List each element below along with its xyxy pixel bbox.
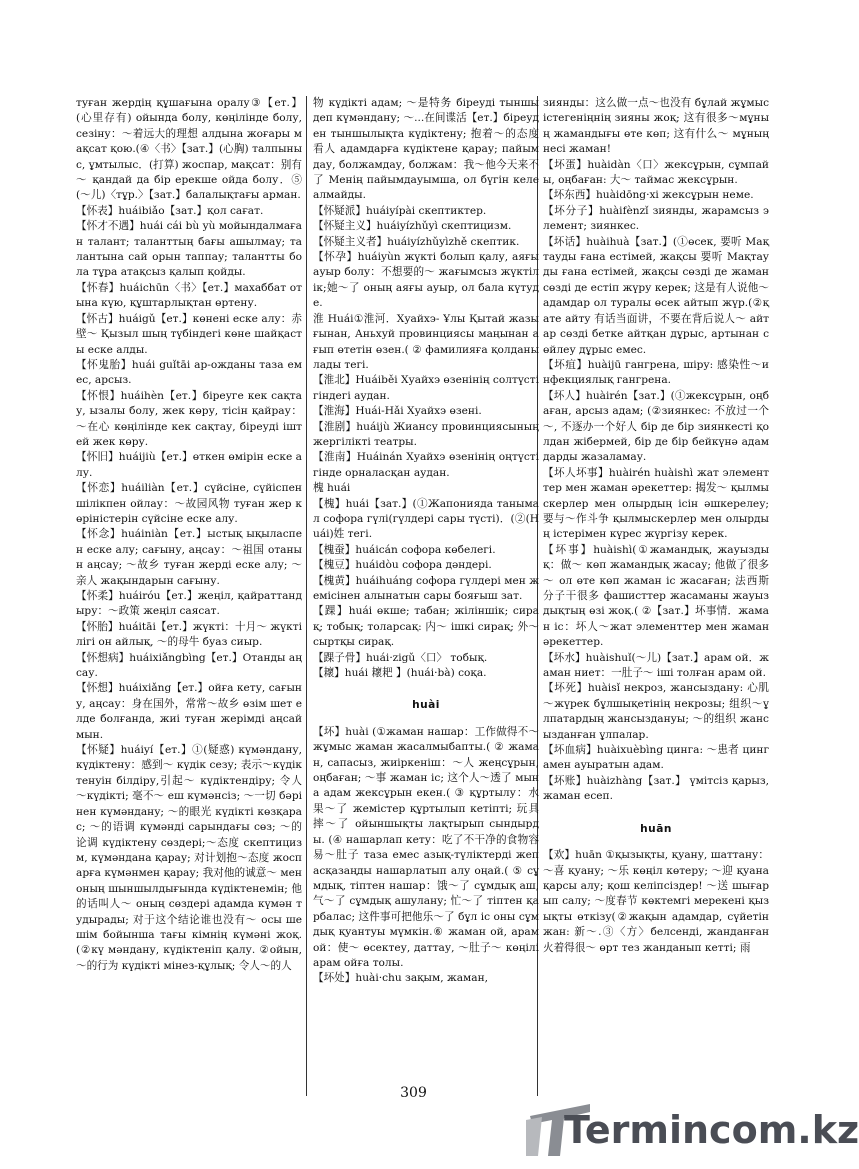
dictionary-entry: 【踝】huái өкше; табан; жіліншік; сирақ; тобық; толарсақ: 内～ ішкі сирақ; 外～ сыртқы сирақ. [313, 605, 539, 649]
dictionary-entry: 【怀表】huáibiǎo【зат.】қол сағат. [76, 204, 264, 217]
dictionary-entry: 【坏账】huàizhàng【зат.】 үмітсіз қарыз, жаман есеп. [543, 774, 769, 803]
dictionary-entry: 物 күдікті адам; ～是特务 біреуді тыншы деп күмәндану; ～...在间谍活【ет.】біреуден тыншылықта күдіктену; 抱着～的态度看人 адамдарға күдіктене қарау; пайымдау, болжамдау, болжам：我～他今天来不了 Менің пайымдауымша, ол бүгін келе алмайды. [313, 97, 539, 202]
dictionary-column-1 [76, 96, 302, 974]
dictionary-entry: 【坏蛋】huàidàn〈口〉жексұрын, сұмпайы, оңбаған: 大～ таймас жексұрын. [543, 158, 769, 187]
dictionary-entry: 【坏事】huàishì(①жамандық, жауыздық：做～ көп жамандық жасау; 他做了很多～ ол өте көп жаман іс жасаған; 法西斯分子干很多 фашисттер жасаманы жауыздықтың өзі жоқ.( ②【зат.】坏事情．жаман іс：坏人～жат элементтер мен жаман әрекеттер. [543, 543, 769, 649]
dictionary-entry: 【怀疑主义者】huáiyízhǔyìzhě скептик. [313, 235, 520, 248]
dictionary-entry: 【坏话】huàihuà【зат.】(①өсек, 要听 Мақтауды ғана естімей, жақсы 要听 Мақтауды ғана естімей, жақсы сөзді де жаман сөзді де естіп жүру керек; 这是有人说他～ адамдар ол туралы өсек айтып жүр.(②қате айту 有话当面讲，不要在背后说人～ айтар сөзді бетке айтқан дұрыс, артынан сөйлеу дұрыс емес. [543, 235, 769, 356]
dictionary-entry: туған жердің құшағына оралу③【ет.】(心里存有) ойында болу, көңілінде болу, сезіну：～着远大的理想 алдына жоғары мақсат қою.(④〈书〉【зат.】(心胸) талпыныс, ұмтылыс．(打算) жоспар, мақсат：别有～ қандай да бір ерекше ойда болу．⑤(～儿)〈тұр.〉【зат.】балалықтағы арман. [76, 97, 302, 202]
dictionary-entry: 【怀想】huáixiǎng【ет.】ойға кету, сағыну, аңсау：身在国外，常常～故乡 өзім шет елде болғанда, жиі туған жерімді аңсаймын. [76, 682, 302, 741]
dictionary-entry: 【怀古】huáigǔ【ет.】көнені еске алу：赤壁～ Қызыл шың түбіндегі көне шайқасты еске алды. [76, 312, 302, 356]
dictionary-entry: 【怀旧】huáijiù【ет.】өткен өмірін еске алу. [76, 451, 302, 479]
dictionary-entry: 【坏东西】huàidōng·xi жексұрын неме. [543, 189, 754, 202]
dictionary-entry: 【怀孕】huáiyùn жүкті болып қалу, аяғы ауыр болу：不想要的～ жағымсыз жүктілік;她～了 оның аяғы ауыр, ол бала күтуде. [313, 251, 539, 310]
dictionary-entry: 【坏水】huàishuǐ(～儿)【зат.】арам ой．жаман ниет：一肚子～ іші толған арам ой. [543, 651, 769, 680]
section-heading: huān [640, 822, 672, 835]
dictionary-entry: 【欢】huān ①қызықты, қуану, шаттану：～喜 қуану; ～乐 көңіл көтеру; ～迎 қуана қарсы алу; қош келіпсіздер! ～送 шығарып салу; ～度春节 көктемгі мерекені қызықты өткізу(②жақын адамдар, сүйетін жан: 新～.③〈方〉белсенді, жанданған 火着得很～ өрт тез жанданып кетті; 雨 [543, 849, 769, 954]
dictionary-entry: 【怀才不遇】huái cái bù yù мойындалмаған талант; таланттың бағы ашылмау; талантына сай орын таппау; талантты бола тұра атақсыз қалып қойды. [76, 220, 302, 279]
dictionary-entry: 【怀疑派】huáiyípài скептиктер. [313, 204, 487, 217]
dictionary-entry: 【淮剧】huáijù Жиансу провинциясының жергілікті театры. [313, 420, 539, 448]
termincom-logo-text: Termincom.kz [564, 1108, 859, 1152]
dictionary-entry: 【怀胎】huáitāi【ет.】жүкті：十月～ жүктілігі он айлық, ～的母牛 буаз сиыр. [76, 620, 302, 649]
dictionary-entry: зиянды：这么做一点～也没有 бұлай жұмыс істегеніңнің зияны жоқ; 这有很多～мұның жамандығы өте көп; 这有什么～ мұның несі жаман! [543, 97, 769, 156]
dictionary-entry: 【坏疽】huàijū гангрена, шіру: 感染性～инфекциялық гангрена. [543, 358, 769, 387]
dictionary-entry: 【淮北】Huáiběi Хуайхэ өзенінің солтүстігіндегі аудан. [313, 374, 539, 402]
page-number: 309 [400, 1085, 427, 1101]
dictionary-entry: 【怀疑主义】huáiyízhǔyì скептицизм. [313, 220, 512, 233]
dictionary-entry: 【怀恋】huáiliàn【ет.】сүйсіне, сүйіспеншілікпен ойлау：～故园风物 туған жер көріністерін сүйсіне еске алу. [76, 482, 302, 525]
dictionary-entry: 【淮海】Huái-Hǎi Хуайхэ өзені. [313, 405, 482, 418]
dictionary-entry: 【淮南】Huáinán Хуайхэ өзенінің оңтүстігінде орналасқан аудан. [313, 451, 539, 479]
dictionary-entry: 【坏人】huàirén【зат.】(①жексұрын, оңбаған, арсыз адам; (②зиянкес: 不放过一个～, 不逐办一个好人 бір де бір зиянкесті қолдан жібермей, бір де бір бейкүнә адамдарды жазаламау. [543, 389, 769, 464]
dictionary-entry: 【槐黄】huáihuáng софора гүлдері мен жемісінен алынатын сары бояғыш зат. [313, 574, 539, 602]
dictionary-column-3 [543, 96, 769, 956]
dictionary-entry: 【坏人坏事】huàirén huàishì жат элементтер мен жаман әрекеттер: 揭发～ қылмыскерлер мен олырдың ісін әшкерелеу; 要与～作斗争 қылмыскерлер мен олырдың істерімен күрес жүргізу керек. [543, 466, 769, 541]
dictionary-entry: 【坏血病】huàixuèbìng цинга: ～患者 цингамен ауыратын адам. [543, 744, 769, 772]
dictionary-entry: 【怀春】huáichūn〈书〉【ет.】махаббат отына күю, құштарлықтан өртену. [76, 281, 302, 310]
dictionary-entry: 【怀柔】huáiróu【ет.】жеңіл, қайраттандыру：～政策 жеңіл саясат. [76, 590, 302, 618]
dictionary-entry: 【坏死】huàisǐ некроз, жансыздану: 心肌～жүрек бұлшықетінің некрозы; 组织～ұлпатардың жансыздануы; ～的组织 жансызданған ұлпалар. [543, 682, 769, 741]
section-heading: huài [412, 699, 440, 712]
dictionary-entry: 【怀想病】huáixiǎngbìng【ет.】Отанды аңсау. [76, 651, 302, 680]
dictionary-entry: 淮 Huái①淮河．Хуайхэ- Ұлы Қытай жазығынан, Аньхуй провинциясы маңынан ағып өтетін өзен.( ② фамилияға қолданылады тегі. [313, 312, 539, 371]
dictionary-entry: 【坏】huài (①жаман нашар：工作做得不～ жұмыс жаман жасалмыбапты.( ② жаман, сапасыз, жиіркеніш：～人 жеңсұрын, оңбаған; ～事 жаман іс; 这个人～透了 мына адам жексұрын екен.( ③ құртылу：水果～了 жемістер құртылып кетіпті; 玩具摔～了 ойыншықты лақтырып сындырды. (④ нашарлап кету：吃了不干净的食物容易～肚子 таза емес азық-түліктерді жеп асқазаңды нашарлатып алу оңай.( ⑤ сұмдық, тіптен нашар：饿～了 сұмдық аш, 气～了 сұмдық ашулану; 忙～了 тіптен қарбалас; 这件事可把他乐～了 бұл іс оны сұмдық қуантуы мүмкін.⑥ жаман ой, арам ой：使～ өсектеу, даттау, ～肚子～ көңілі арам ойға толы. [313, 725, 539, 969]
dictionary-entry: 【坏分子】huàifènzǐ зиянды, жарамсыз элемент; зиянкес. [543, 204, 769, 233]
dictionary-entry: 槐 huái [313, 482, 351, 495]
dictionary-entry: 【怀鬼胎】huái guǐtāi ар-ожданы таза емес, арсыз. [76, 358, 302, 387]
dictionary-entry: 【怀恨】huáihèn【ет.】біреуге кек сақтау, ызалы болу, жек көру, тісін қайрау：～在心 көңілінде кек сақтау, біреуді іштей жек көру. [76, 389, 302, 448]
dictionary-entry: 【耲】huái 耲耙 】(huái·bà) соқа. [313, 667, 487, 680]
dictionary-entry: 【坏处】huài·chu зақым, жаман, [313, 972, 489, 985]
dictionary-entry: 【怀疑】huáiyí【ет.】①(疑惑) күмәндану, күдіктену：感到～ күдік сезу; 表示～күдіктенуін білдіру,引起～ күдіктендіру; 令人～күдікті; 毫不～ еш күмәнсіз; ～一切 бәрінен күмәндану; ～的眼光 күдікті көзқарас; ～的语调 күмәнді сарындағы сөз; ～的论调 күдіктену сөздері;～态度 скептицизм, күмәндана қарау; 对计划抱～态度 жоспарға күмәнмен қарау; 我对他的诚意～ мен оның шыншылдығында күдіктенемін; 他的话叫人～ оның сөздері адамда күмән тудырады; 对于这个结论谁也没有～ осы шешім бойынша тағы кімнің күмәні жоқ.(②кү мәндану, күдіктеніп қалу. ②ойын, ～的行为 күдікті мінез-құлық; 令人～的人 [76, 744, 302, 972]
dictionary-entry: 【槐蚕】huáicán софора көбелегі. [313, 543, 496, 556]
dictionary-entry: 【槐】huái【зат.】(①Жапонияда танымал софора гүлі(гүлдері сары түсті)．(②(Huái)姓 тегі. [313, 497, 539, 541]
dictionary-entry: 【踝子骨】huái·zigǔ〈口〉 тобық. [313, 651, 488, 664]
dictionary-entry: 【怀念】huáiniàn【ет.】ыстық ықыласпен еске алу; сағыну, аңсау：～祖国 отанын аңсау; ～故乡 туған жерді еске алу; ～亲人 жақындарын сағыну. [76, 528, 302, 587]
dictionary-entry: 【槐豆】huáidòu софора дәндері. [313, 559, 492, 572]
column-divider [306, 96, 307, 1096]
dictionary-column-2 [313, 96, 539, 987]
